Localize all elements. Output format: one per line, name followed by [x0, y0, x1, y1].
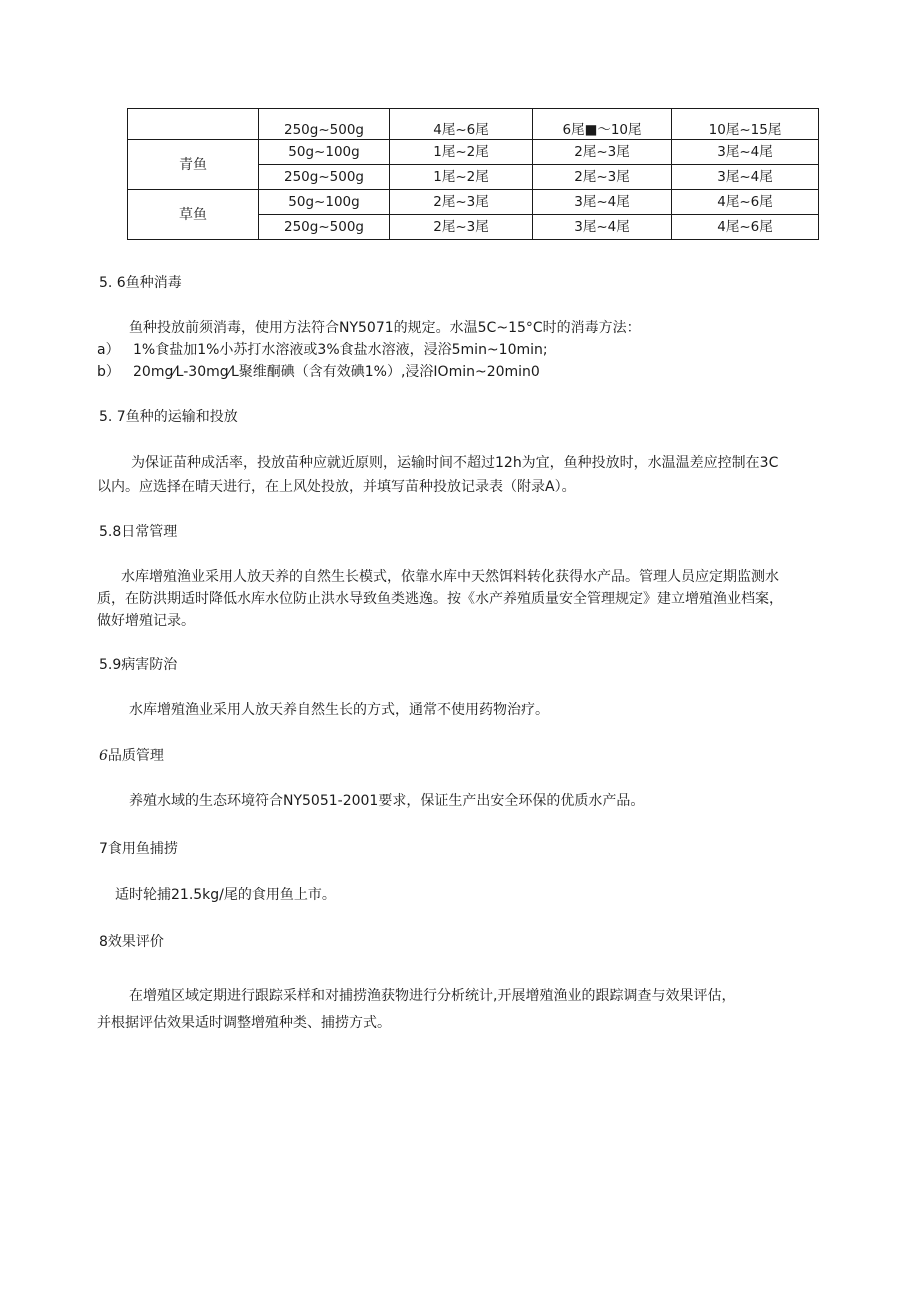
section-heading-5-6: 5. 6鱼种消毒	[99, 275, 182, 291]
paragraph-line: 在增殖区域定期进行跟踪采样和对捕捞渔获物进行分析统计,开展增殖渔业的跟踪调查与效果评估，	[129, 988, 736, 1004]
list-item-a: 1%食盐加1%小苏打水溶液或3%食盐水溶液，浸浴5min~10min;	[133, 342, 548, 358]
table-cell: 2尾~3尾	[533, 140, 672, 165]
table-cell-species	[128, 109, 259, 140]
table-cell: 4尾~6尾	[672, 190, 819, 215]
section-number: 6	[99, 748, 108, 764]
table-cell: 2尾~3尾	[390, 215, 533, 240]
table-cell-size: 250g~500g	[259, 215, 390, 240]
list-marker-a: a）	[97, 342, 120, 358]
paragraph-line: 养殖水域的生态环境符合NY5051-2001要求，保证生产出安全环保的优质水产品。	[129, 793, 645, 809]
table-cell-size: 50g~100g	[259, 190, 390, 215]
section-heading-5-8: 5.8日常管理	[99, 524, 178, 540]
table-cell: 3尾~4尾	[672, 140, 819, 165]
table-cell: 1尾~2尾	[390, 165, 533, 190]
section-heading-7: 7食用鱼捕捞	[99, 841, 178, 857]
section-heading-5-9: 5.9病害防治	[99, 657, 178, 673]
paragraph-line: 并根据评估效果适时调整增殖种类、捕捞方式。	[97, 1015, 391, 1031]
table-row	[128, 190, 819, 215]
section-heading-8: 8效果评价	[99, 934, 164, 950]
table-row	[128, 109, 819, 140]
table-cell: 4尾~6尾	[390, 109, 533, 140]
paragraph-disinfection-intro: 鱼种投放前须消毒，使用方法符合NY5071的规定。水温5C~15°C时的消毒方法：	[129, 320, 641, 336]
paragraph-line: 以内。应选择在晴天进行，在上风处投放，并填写苗种投放记录表（附录A）。	[97, 479, 576, 495]
stocking-density-table	[127, 108, 819, 240]
table-cell-species: 青鱼	[128, 140, 259, 190]
paragraph-line: 水库增殖渔业采用人放天养自然生长的方式，通常不使用药物治疗。	[129, 702, 549, 718]
table-cell-size: 50g~100g	[259, 140, 390, 165]
table-cell: 2尾~3尾	[533, 165, 672, 190]
table-cell: 10尾~15尾	[672, 109, 819, 140]
section-heading-5-7: 5. 7鱼种的运输和投放	[99, 409, 238, 425]
table-cell: 1尾~2尾	[390, 140, 533, 165]
table-cell: 3尾~4尾	[672, 165, 819, 190]
table-cell: 2尾~3尾	[390, 190, 533, 215]
table-cell-species: 草鱼	[128, 190, 259, 240]
table-cell: 6尾■～10尾	[533, 109, 672, 140]
table-row	[128, 140, 819, 165]
section-heading-6	[99, 745, 164, 765]
table-cell: 3尾~4尾	[533, 190, 672, 215]
paragraph-line: 质，在防洪期适时降低水库水位防止洪水导致鱼类逃逸。按《水产养殖质量安全管理规定》建立增殖渔业档案，	[97, 591, 783, 607]
table-cell-size: 250g~500g	[259, 109, 390, 140]
section-title: 品质管理	[107, 748, 164, 764]
table-cell-size: 250g~500g	[259, 165, 390, 190]
table-cell: 4尾~6尾	[672, 215, 819, 240]
list-marker-b: b）	[97, 364, 120, 380]
table-cell: 3尾~4尾	[533, 215, 672, 240]
paragraph-line: 为保证苗种成活率，投放苗种应就近原则，运输时间不超过12h为宜，鱼种投放时，水温温差应控制在3C	[131, 455, 779, 471]
paragraph-line: 水库增殖渔业采用人放天养的自然生长模式，依靠水库中天然饵料转化获得水产品。管理人员应定期监测水	[121, 569, 779, 585]
paragraph-line: 做好增殖记录。	[97, 613, 195, 629]
list-item-b: 20mg⁄L-30mg⁄L聚维酮碘（含有效碘1%）,浸浴IOmin~20min0	[133, 364, 540, 380]
paragraph-line: 适时轮捕21.5kg/尾的食用鱼上市。	[115, 887, 336, 903]
